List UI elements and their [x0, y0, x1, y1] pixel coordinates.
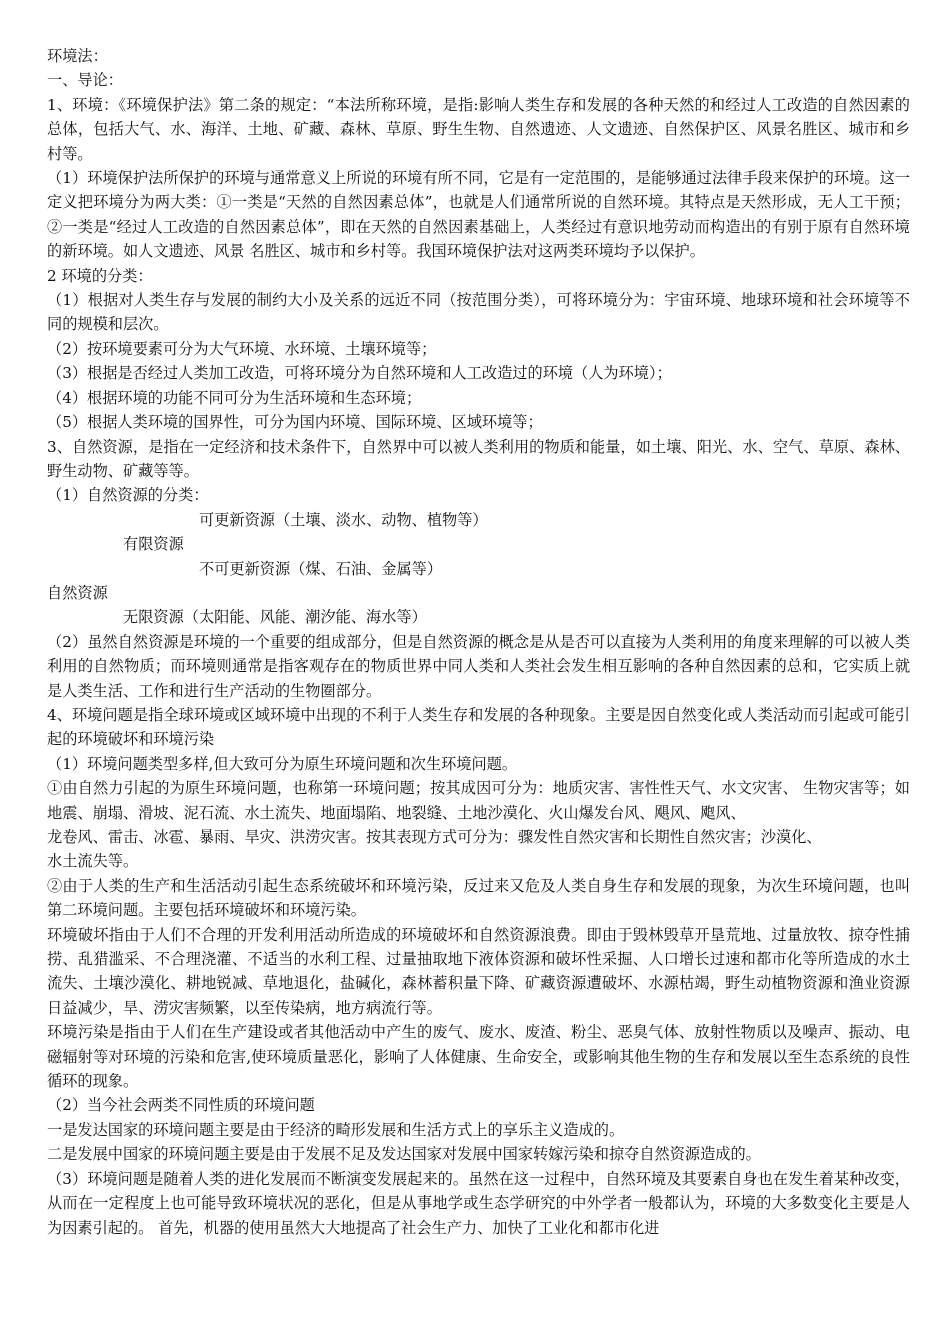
resource-classification-heading: （1）自然资源的分类： — [47, 486, 209, 505]
paragraph-environment-definition: 1、环境：《环境保护法》第二条的规定：“本法所称环境，是指:影响人类生存和发展的各种天然的和经过人工改造的自然因素的总体，包括大气、水、海洋、土地、矿藏、森林、草原、野生生物、自然遗迹、人文遗迹、自然保护区、风景名胜区、城市和乡村等。 — [47, 95, 910, 163]
paragraph-natural-resources: 3、自然资源，是指在一定经济和技术条件下，自然界中可以被人类利用的物质和能量，如土壤、阳光、水、空气、草原、森林、野生动物、矿藏等等。 — [47, 437, 910, 480]
tree-unlimited-resources: 无限资源（太阳能、风能、潮汐能、海水等） — [123, 608, 427, 627]
paragraph-primary-problems-cont: 龙卷风、雷击、冰雹、暴雨、旱灾、洪涝灾害。按其表现方式可分为：骤发性自然灾害和长期性自然灾害；沙漠化、 — [47, 828, 822, 846]
tree-natural-resources: 自然资源 — [47, 583, 108, 602]
resource-classification-tree — [47, 508, 910, 630]
problem-types-heading: （1）环境问题类型多样,但大致可分为原生环境问题和次生环境问题。 — [47, 754, 518, 773]
classification-item-4: （4）根据环境的功能不同可分为生活环境和生态环境； — [47, 388, 422, 407]
paragraph-environmental-pollution: 环境污染是指由于人们在生产建设或者其他活动中产生的废气、废水、废渣、粉尘、恶臭气体、放射性物质以及噪声、振动、电磁辐射等对环境的污染和危害,使环境质量恶化，影响了人体健康、生命安全，或影响其他生物的生存和发展以至生态系统的良性循环的现象。 — [47, 1023, 910, 1091]
classification-item-2: （2）按环境要素可分为大气环境、水环境、土壤环境等； — [47, 339, 437, 358]
paragraph-developing-countries: 二是发展中国家的环境问题主要是由于发展不足及发达国家对发展中国家转嫁污染和掠夺自然资源造成的。 — [47, 1145, 761, 1164]
paragraph-secondary-problems: ②由于人类的生产和生活活动引起生态系统破坏和环境污染，反过来又危及人类自身生存和发展的现象，为次生环境问题，也叫第二环境问题。主要包括环境破坏和环境污染。 — [47, 876, 910, 920]
paragraph-primary-problems-end: 水土流失等。 — [47, 852, 139, 871]
paragraph-developed-countries: 一是发达国家的环境问题主要是由于经济的畸形发展和生活方式上的享乐主义造成的。 — [47, 1120, 625, 1139]
tree-renewable-resources: 可更新资源（土壤、淡水、动物、植物等） — [199, 510, 488, 529]
paragraph-resources-vs-environment: （2）虽然自然资源是环境的一个重要的组成部分，但是自然资源的概念是从是否可以直接为人类利用的角度来理解的可以被人类利用的自然物质；而环境则通常是指客观存在的物质世界中同人类和人类社会发生相互影响的各种自然因素的总和，它实质上就是人类生活、工作和进行生产活动的生物圈部分。 — [47, 632, 910, 700]
paragraph-protected-environment: （1）环境保护法所保护的环境与通常意义上所说的环境有所不同，它是有一定范围的，是能够通过法律手段来保护的环境。这一定义把环境分为两大类：①一类是“天然的自然因素总体”，也就是人们通常所说的自然环境。其特点是天然形成，无人工干预；②一类是“经过人工改造的自然因素总体”，即在天然的自然因素基础上，人类经过有意识地劳动而构造出的有别于原有自然环境的新环境。如人文遗迹、风景 名胜区、城市和乡村等。我国环境保护法对这两类环境均予以保护。 — [47, 169, 910, 261]
heading-two-types-problems: （2）当今社会两类不同性质的环境问题 — [47, 1096, 315, 1115]
classification-item-1: （1）根据对人类生存与发展的制约大小及关系的远近不同（按范围分类），可将环境分为：宇宙环境、地球环境和社会环境等不同的规模和层次。 — [47, 291, 910, 334]
tree-nonrenewable-resources: 不可更新资源（煤、石油、金属等） — [199, 559, 442, 578]
classification-item-3: （3）根据是否经过人类加工改造，可将环境分为自然环境和人工改造过的环境（人为环境）； — [47, 364, 672, 383]
paragraph-environmental-problems: 4、环境问题是指全球环境或区域环境中出现的不利于人类生存和发展的各种现象。主要是因自然变化或人类活动而引起或可能引起的环境破坏和环境污染 — [47, 705, 910, 749]
paragraph-primary-problems: ①由自然力引起的为原生环境问题，也称第一环境问题；按其成因可分为：地质灾害、害性性天气、水文灾害、 生物灾害等；如地震、崩塌、滑坡、泥石流、水土流失、地面塌陷、地裂缝、土地沙漠化、火山爆发台风、飓风、飑风、 — [47, 779, 910, 822]
paragraph-environmental-damage: 环境破坏指由于人们不合理的开发利用活动所造成的环境破坏和自然资源浪费。即由于毁林毁草开垦荒地、过量放牧、掠夺性捕捞、乱猎滥采、不合理浇灌、不适当的水利工程、过量抽取地下液体资源和破坏性采掘、人口增长过速和都市化等所造成的水土流失、土壤沙漠化、耕地锐减、草地退化，盐碱化，森林蓄积量下降、矿藏资源遭破坏、水源枯竭，野生动植物资源和渔业资源日益减少，旱、涝灾害频繁，以至传染病，地方病流行等。 — [47, 925, 910, 1017]
tree-limited-resources: 有限资源 — [123, 535, 184, 554]
paragraph-evolution-of-problems: （3）环境问题是随着人类的进化发展而不断演变发展起来的。虽然在这一过程中，自然环境及其要素自身也在发生着某种改变，从而在一定程度上也可能导致环境状况的恶化，但是从事地学或生态学研究的中外学者一般都认为，环境的大多数变化主要是人为因素引起的。 首先，机器的使用虽然大大地提高了社会生产力、加快了工业化和都市化进 — [47, 1169, 910, 1237]
doc-title: 环境法： — [47, 47, 108, 65]
classification-item-5: （5）根据人类环境的国界性，可分为国内环境、国际环境、区域环境等； — [47, 413, 543, 432]
section-heading-intro: 一、导论： — [47, 71, 123, 90]
heading-environment-classification: 2 环境的分类： — [47, 266, 153, 285]
